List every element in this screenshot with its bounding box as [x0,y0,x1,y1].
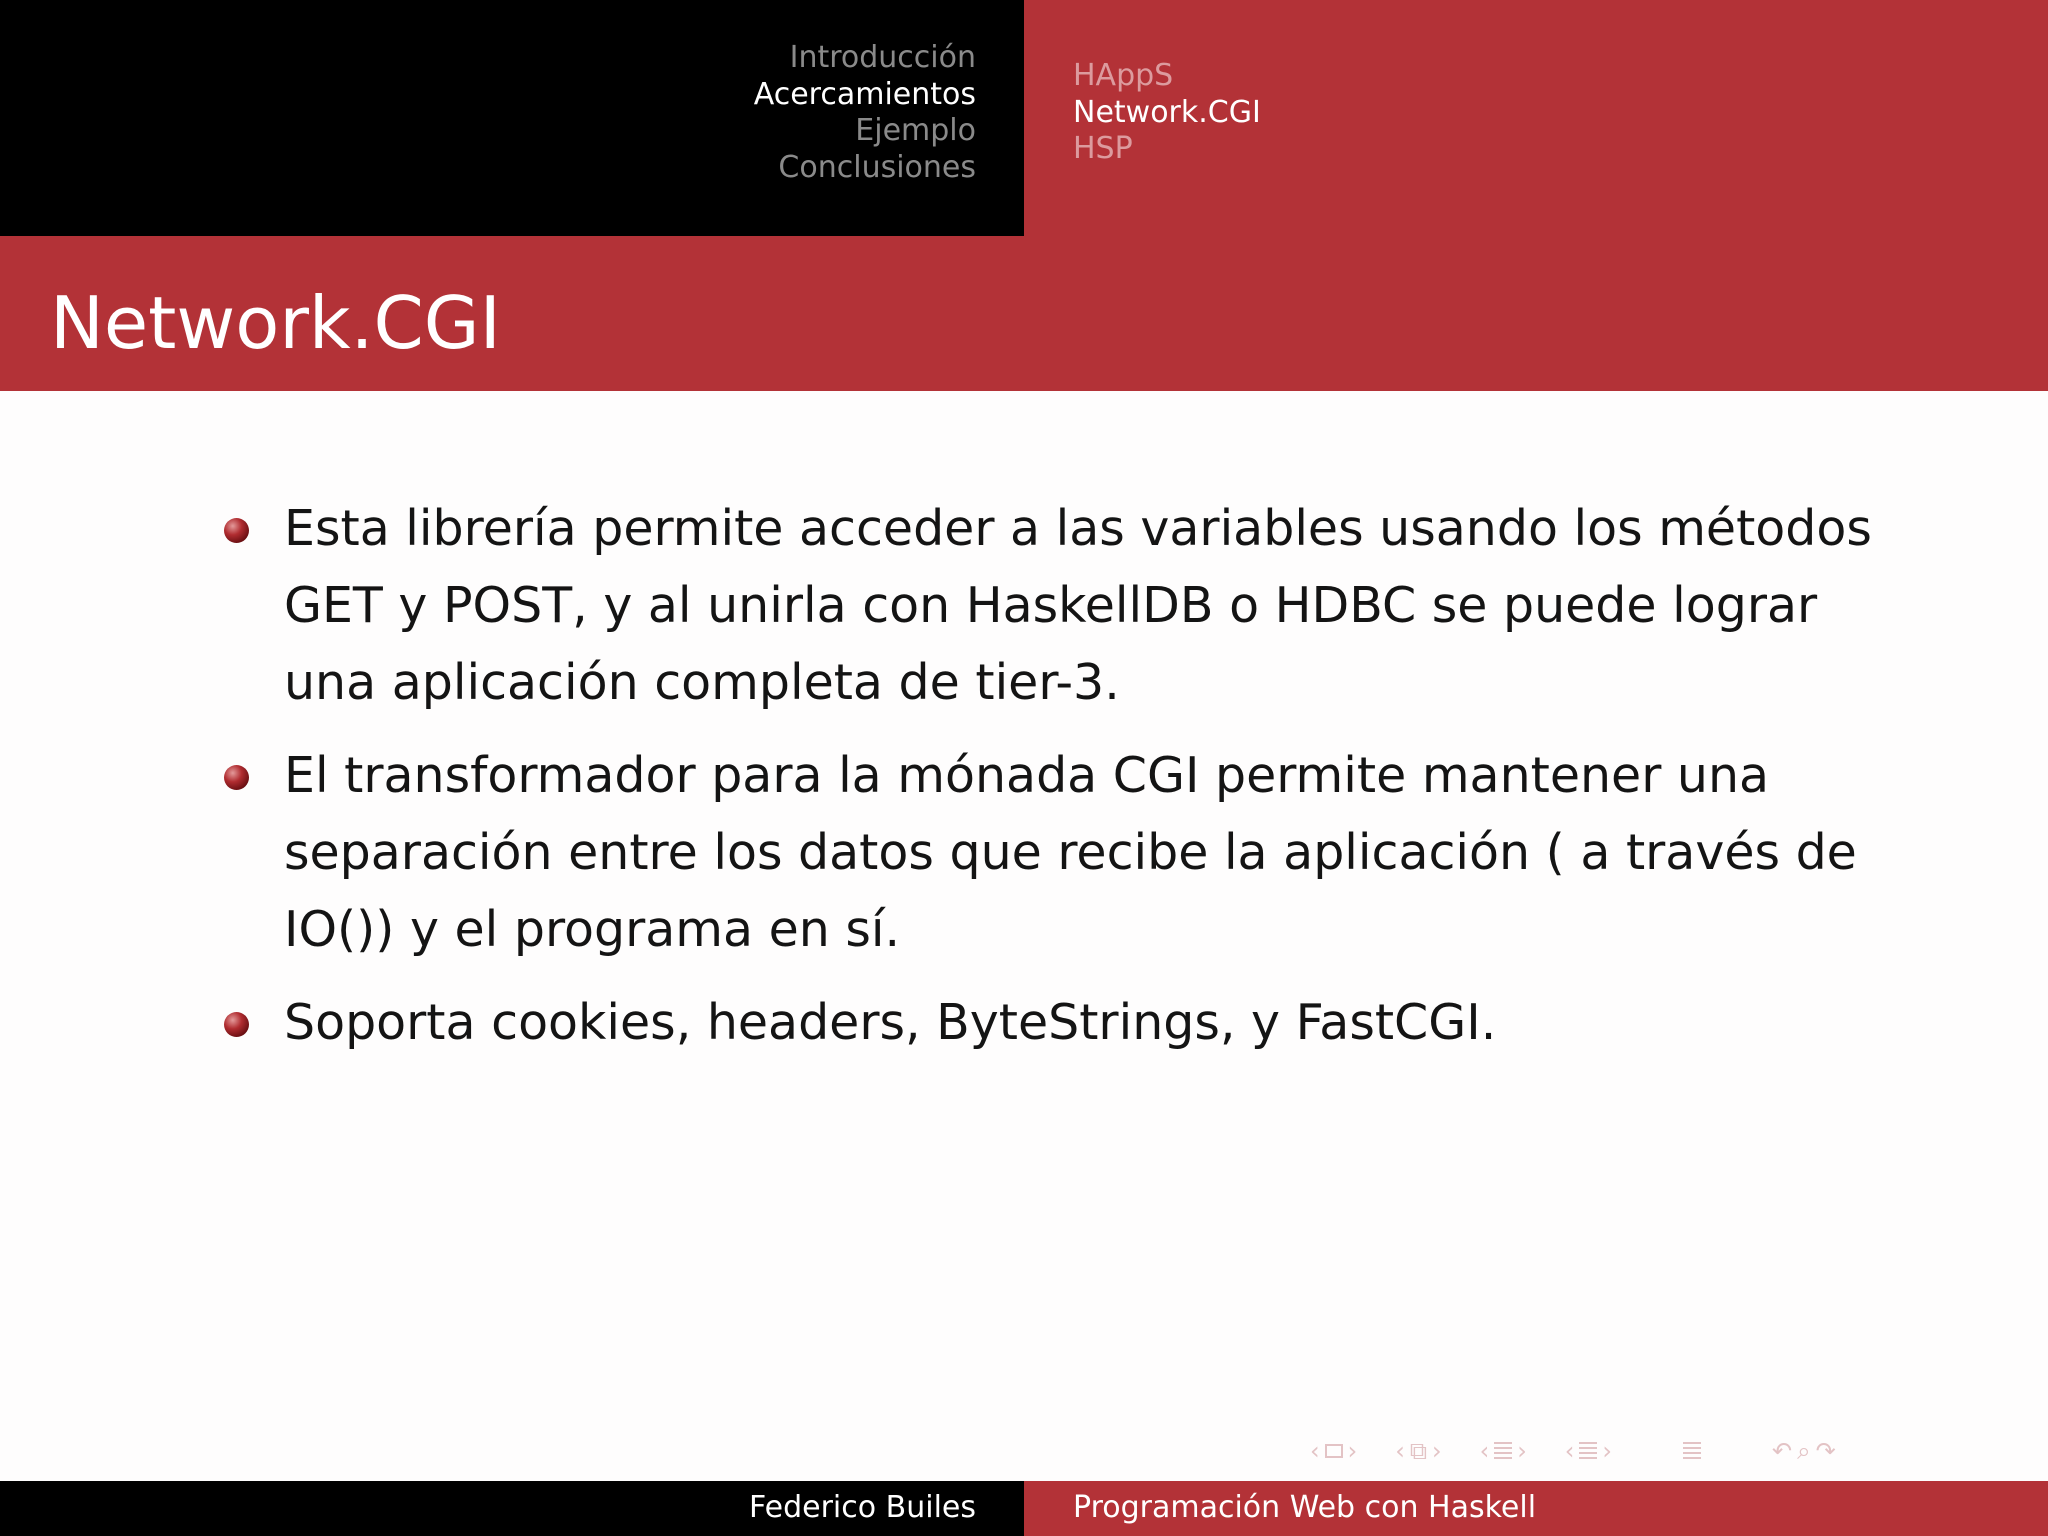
nav-section-ejemplo[interactable]: Ejemplo [855,113,976,148]
bullet-list [222,490,1902,1077]
footer-talk-title: Programación Web con Haskell [1073,1490,1537,1525]
bullet-text: Esta librería permite acceder a las variables usando los métodos GET y POST, y al unirla con HaskellDB o HDBC se puede lograr una aplicación completa de tier-3. [284,500,1872,711]
nav-section-conclusiones[interactable]: Conclusiones [778,149,976,185]
prev-subsection-icon[interactable]: ‹ [1479,1437,1490,1465]
bullet-text: El transformador para la mónada CGI permite mantener una separación entre los datos que recibe la aplicación ( a través de IO()) y el programa en sí. [284,747,1857,958]
bullet-item [222,490,1902,721]
beamer-navigation-symbols [1310,1436,1836,1466]
slide-icon[interactable] [1325,1444,1343,1458]
search-icon[interactable]: ⌕ [1797,1437,1811,1465]
bullet-ball-icon [224,518,249,543]
subsection-icon[interactable] [1494,1442,1512,1460]
next-section-icon[interactable]: › [1602,1437,1613,1465]
forward-icon[interactable]: ↷ [1815,1437,1836,1465]
bullet-text: Soporta cookies, headers, ByteStrings, y FastCGI. [284,994,1497,1051]
prev-slide-icon[interactable]: ‹ [1310,1437,1320,1465]
frame-title: Network.CGI [50,281,501,365]
subsection-navigation [1073,58,1261,168]
next-subsection-icon[interactable]: › [1517,1437,1527,1465]
outline-icon[interactable] [1683,1442,1701,1460]
next-slide-icon[interactable]: › [1347,1437,1358,1465]
next-frame-icon[interactable]: › [1431,1437,1442,1465]
prev-section-icon[interactable]: ‹ [1564,1437,1575,1465]
nav-subsection-happs[interactable]: HAppS [1073,58,1174,93]
back-icon[interactable]: ↶ [1772,1437,1793,1465]
section-navigation [754,40,976,186]
footer-author: Federico Builes [749,1490,976,1525]
prev-frame-icon[interactable]: ‹ [1395,1437,1405,1465]
nav-section-acercamientos[interactable]: Acercamientos [753,76,976,112]
bullet-item [222,737,1902,968]
bullet-item [222,984,1902,1061]
section-icon[interactable] [1579,1442,1597,1460]
frame-icon[interactable]: ⧉ [1409,1437,1427,1465]
nav-subsection-network-cgi[interactable]: Network.CGI [1073,94,1261,130]
bullet-ball-icon [224,765,249,790]
bullet-ball-icon [224,1012,249,1037]
nav-subsection-hsp[interactable]: HSP [1073,131,1133,166]
nav-section-introduccion[interactable]: Introducción [789,40,976,75]
